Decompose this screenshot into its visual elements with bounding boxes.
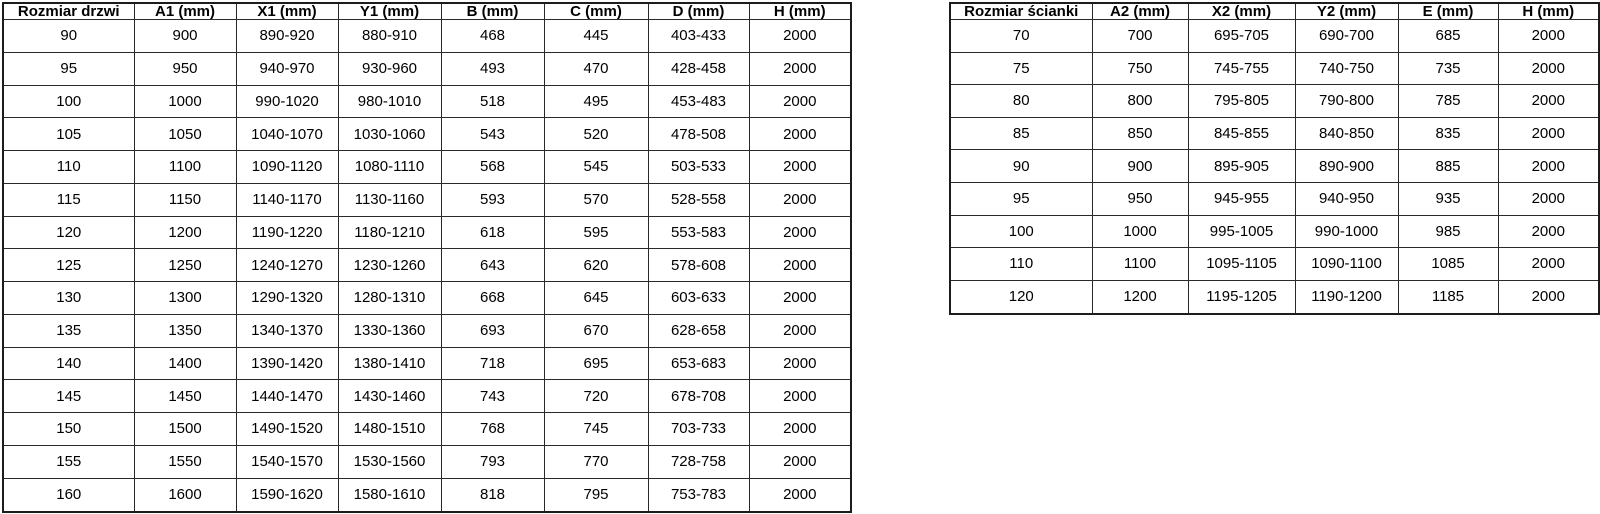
table-cell: 570	[544, 183, 648, 216]
table-cell: 2000	[1498, 182, 1599, 215]
table-cell: 890-900	[1295, 150, 1398, 183]
table-cell: 740-750	[1295, 52, 1398, 85]
table-cell: 2000	[749, 20, 851, 53]
table-cell: 468	[441, 20, 544, 53]
table-cell: 1150	[134, 183, 236, 216]
table-cell: 1095-1105	[1188, 248, 1295, 281]
table-cell: 2000	[749, 249, 851, 282]
table-cell: 2000	[749, 52, 851, 85]
table-cell: 700	[1092, 20, 1188, 53]
table-cell: 160	[3, 478, 134, 512]
table-cell: 1600	[134, 478, 236, 512]
table-cell: 2000	[1498, 85, 1599, 118]
table-cell: 1400	[134, 347, 236, 380]
table-cell: 695	[544, 347, 648, 380]
table-cell: 1590-1620	[236, 478, 338, 512]
table-cell: 745	[544, 413, 648, 446]
table-cell: 1340-1370	[236, 314, 338, 347]
wall-size-table	[949, 2, 1600, 315]
table-cell: 1040-1070	[236, 118, 338, 151]
table-cell: 115	[3, 183, 134, 216]
table-cell: 895-905	[1188, 150, 1295, 183]
table-cell: 685	[1398, 20, 1498, 53]
table-cell: 1480-1510	[338, 413, 441, 446]
table-cell: 120	[3, 216, 134, 249]
column-header: Y1 (mm)	[338, 3, 441, 20]
table-row	[950, 248, 1599, 281]
table-cell: 835	[1398, 117, 1498, 150]
table-row	[3, 282, 851, 315]
table-cell: 668	[441, 282, 544, 315]
table-cell: 70	[950, 20, 1092, 53]
table-cell: 753-783	[648, 478, 749, 512]
table-cell: 793	[441, 445, 544, 478]
table-cell: 985	[1398, 215, 1498, 248]
table-cell: 885	[1398, 150, 1498, 183]
table-cell: 543	[441, 118, 544, 151]
table-cell: 2000	[1498, 52, 1599, 85]
table-row	[3, 85, 851, 118]
table-cell: 1530-1560	[338, 445, 441, 478]
column-header: H (mm)	[1498, 3, 1599, 20]
table-cell: 105	[3, 118, 134, 151]
header-row	[950, 3, 1599, 20]
table-cell: 1030-1060	[338, 118, 441, 151]
table-cell: 100	[950, 215, 1092, 248]
table-cell: 693	[441, 314, 544, 347]
table-cell: 1085	[1398, 248, 1498, 281]
table-cell: 1000	[134, 85, 236, 118]
table-cell: 1200	[134, 216, 236, 249]
table-cell: 800	[1092, 85, 1188, 118]
table-cell: 940-970	[236, 52, 338, 85]
table-cell: 2000	[1498, 248, 1599, 281]
table-cell: 770	[544, 445, 648, 478]
table-row	[950, 85, 1599, 118]
table-cell: 2000	[749, 151, 851, 184]
column-header: A2 (mm)	[1092, 3, 1188, 20]
table-cell: 1080-1110	[338, 151, 441, 184]
table-cell: 135	[3, 314, 134, 347]
table-cell: 1090-1120	[236, 151, 338, 184]
table-cell: 980-1010	[338, 85, 441, 118]
table-cell: 670	[544, 314, 648, 347]
table-cell: 795	[544, 478, 648, 512]
table-cell: 2000	[749, 118, 851, 151]
table-cell: 90	[950, 150, 1092, 183]
table-cell: 880-910	[338, 20, 441, 53]
table-cell: 545	[544, 151, 648, 184]
table-row	[950, 52, 1599, 85]
table-cell: 790-800	[1295, 85, 1398, 118]
table-cell: 470	[544, 52, 648, 85]
table-cell: 1440-1470	[236, 380, 338, 413]
table-cell: 493	[441, 52, 544, 85]
table-cell: 503-533	[648, 151, 749, 184]
table-cell: 593	[441, 183, 544, 216]
table-cell: 1540-1570	[236, 445, 338, 478]
table-cell: 445	[544, 20, 648, 53]
table-row	[950, 182, 1599, 215]
table-row	[950, 20, 1599, 53]
table-cell: 2000	[749, 282, 851, 315]
table-cell: 990-1020	[236, 85, 338, 118]
table-cell: 890-920	[236, 20, 338, 53]
table-cell: 595	[544, 216, 648, 249]
table-cell: 678-708	[648, 380, 749, 413]
table-cell: 1500	[134, 413, 236, 446]
table-cell: 1380-1410	[338, 347, 441, 380]
table-cell: 1390-1420	[236, 347, 338, 380]
table-cell: 1130-1160	[338, 183, 441, 216]
table-cell: 428-458	[648, 52, 749, 85]
table-cell: 695-705	[1188, 20, 1295, 53]
table-cell: 1100	[134, 151, 236, 184]
table-cell: 2000	[1498, 215, 1599, 248]
table-cell: 643	[441, 249, 544, 282]
table-cell: 1300	[134, 282, 236, 315]
table-cell: 403-433	[648, 20, 749, 53]
column-header: A1 (mm)	[134, 3, 236, 20]
table-cell: 900	[134, 20, 236, 53]
table-cell: 1190-1200	[1295, 280, 1398, 314]
table-cell: 1330-1360	[338, 314, 441, 347]
table-cell: 130	[3, 282, 134, 315]
table-cell: 950	[1092, 182, 1188, 215]
table-cell: 568	[441, 151, 544, 184]
table-cell: 1100	[1092, 248, 1188, 281]
table-cell: 578-608	[648, 249, 749, 282]
table-row	[3, 216, 851, 249]
table-cell: 940-950	[1295, 182, 1398, 215]
table-cell: 840-850	[1295, 117, 1398, 150]
table-row	[950, 117, 1599, 150]
column-header: Rozmiar ścianki	[950, 3, 1092, 20]
header-row	[3, 3, 851, 20]
table-cell: 120	[950, 280, 1092, 314]
table-cell: 845-855	[1188, 117, 1295, 150]
table-row	[3, 380, 851, 413]
table-cell: 900	[1092, 150, 1188, 183]
table-row	[3, 151, 851, 184]
table-row	[950, 150, 1599, 183]
table-cell: 628-658	[648, 314, 749, 347]
table-cell: 1250	[134, 249, 236, 282]
table-cell: 1230-1260	[338, 249, 441, 282]
table-row	[3, 118, 851, 151]
table-cell: 520	[544, 118, 648, 151]
column-header: H (mm)	[749, 3, 851, 20]
table-cell: 110	[3, 151, 134, 184]
table-cell: 2000	[749, 380, 851, 413]
column-header: C (mm)	[544, 3, 648, 20]
table-cell: 1350	[134, 314, 236, 347]
table-cell: 1200	[1092, 280, 1188, 314]
table-cell: 1185	[1398, 280, 1498, 314]
table-cell: 75	[950, 52, 1092, 85]
table-cell: 2000	[1498, 117, 1599, 150]
table-row	[3, 413, 851, 446]
table-cell: 718	[441, 347, 544, 380]
table-cell: 995-1005	[1188, 215, 1295, 248]
table-cell: 653-683	[648, 347, 749, 380]
table-cell: 745-755	[1188, 52, 1295, 85]
table-cell: 125	[3, 249, 134, 282]
table-cell: 703-733	[648, 413, 749, 446]
table-cell: 2000	[1498, 280, 1599, 314]
table-cell: 1290-1320	[236, 282, 338, 315]
table-cell: 478-508	[648, 118, 749, 151]
table-cell: 690-700	[1295, 20, 1398, 53]
table-cell: 528-558	[648, 183, 749, 216]
table-row	[3, 478, 851, 512]
table-cell: 1180-1210	[338, 216, 441, 249]
table-cell: 1140-1170	[236, 183, 338, 216]
table-cell: 155	[3, 445, 134, 478]
table-cell: 2000	[749, 413, 851, 446]
table-row	[950, 215, 1599, 248]
table-cell: 2000	[749, 314, 851, 347]
table-cell: 140	[3, 347, 134, 380]
table-cell: 110	[950, 248, 1092, 281]
table-row	[3, 445, 851, 478]
table-cell: 1580-1610	[338, 478, 441, 512]
table-cell: 95	[3, 52, 134, 85]
table-cell: 2000	[749, 445, 851, 478]
column-header: Rozmiar drzwi	[3, 3, 134, 20]
table-row	[950, 280, 1599, 314]
table-row	[3, 52, 851, 85]
table-cell: 618	[441, 216, 544, 249]
table-cell: 768	[441, 413, 544, 446]
table-cell: 850	[1092, 117, 1188, 150]
table-cell: 1490-1520	[236, 413, 338, 446]
table-row	[3, 314, 851, 347]
column-header: X1 (mm)	[236, 3, 338, 20]
table-cell: 453-483	[648, 85, 749, 118]
table-row	[3, 249, 851, 282]
column-header: E (mm)	[1398, 3, 1498, 20]
table-cell: 1000	[1092, 215, 1188, 248]
table-cell: 1430-1460	[338, 380, 441, 413]
table-cell: 1090-1100	[1295, 248, 1398, 281]
table-cell: 818	[441, 478, 544, 512]
table-cell: 150	[3, 413, 134, 446]
table-cell: 750	[1092, 52, 1188, 85]
table-cell: 1450	[134, 380, 236, 413]
table-cell: 1240-1270	[236, 249, 338, 282]
table-cell: 518	[441, 85, 544, 118]
table-cell: 743	[441, 380, 544, 413]
table-cell: 100	[3, 85, 134, 118]
table-cell: 785	[1398, 85, 1498, 118]
table-cell: 620	[544, 249, 648, 282]
table-row	[3, 20, 851, 53]
table-cell: 735	[1398, 52, 1498, 85]
table-row	[3, 347, 851, 380]
table-cell: 2000	[1498, 20, 1599, 53]
table-cell: 603-633	[648, 282, 749, 315]
table-cell: 90	[3, 20, 134, 53]
table-cell: 945-955	[1188, 182, 1295, 215]
table-cell: 2000	[1498, 150, 1599, 183]
table-cell: 145	[3, 380, 134, 413]
table-cell: 990-1000	[1295, 215, 1398, 248]
table-cell: 80	[950, 85, 1092, 118]
table-cell: 1195-1205	[1188, 280, 1295, 314]
table-cell: 553-583	[648, 216, 749, 249]
table-cell: 950	[134, 52, 236, 85]
table-cell: 728-758	[648, 445, 749, 478]
column-header: Y2 (mm)	[1295, 3, 1398, 20]
column-header: D (mm)	[648, 3, 749, 20]
door-size-table	[2, 2, 852, 513]
table-cell: 1050	[134, 118, 236, 151]
table-cell: 645	[544, 282, 648, 315]
table-cell: 1190-1220	[236, 216, 338, 249]
table-cell: 2000	[749, 216, 851, 249]
table-cell: 495	[544, 85, 648, 118]
table-cell: 1280-1310	[338, 282, 441, 315]
table-cell: 95	[950, 182, 1092, 215]
table-cell: 2000	[749, 347, 851, 380]
table-cell: 2000	[749, 85, 851, 118]
table-cell: 85	[950, 117, 1092, 150]
table-cell: 930-960	[338, 52, 441, 85]
column-header: B (mm)	[441, 3, 544, 20]
table-cell: 935	[1398, 182, 1498, 215]
table-cell: 2000	[749, 478, 851, 512]
table-cell: 720	[544, 380, 648, 413]
table-cell: 2000	[749, 183, 851, 216]
table-cell: 1550	[134, 445, 236, 478]
column-header: X2 (mm)	[1188, 3, 1295, 20]
table-row	[3, 183, 851, 216]
table-cell: 795-805	[1188, 85, 1295, 118]
